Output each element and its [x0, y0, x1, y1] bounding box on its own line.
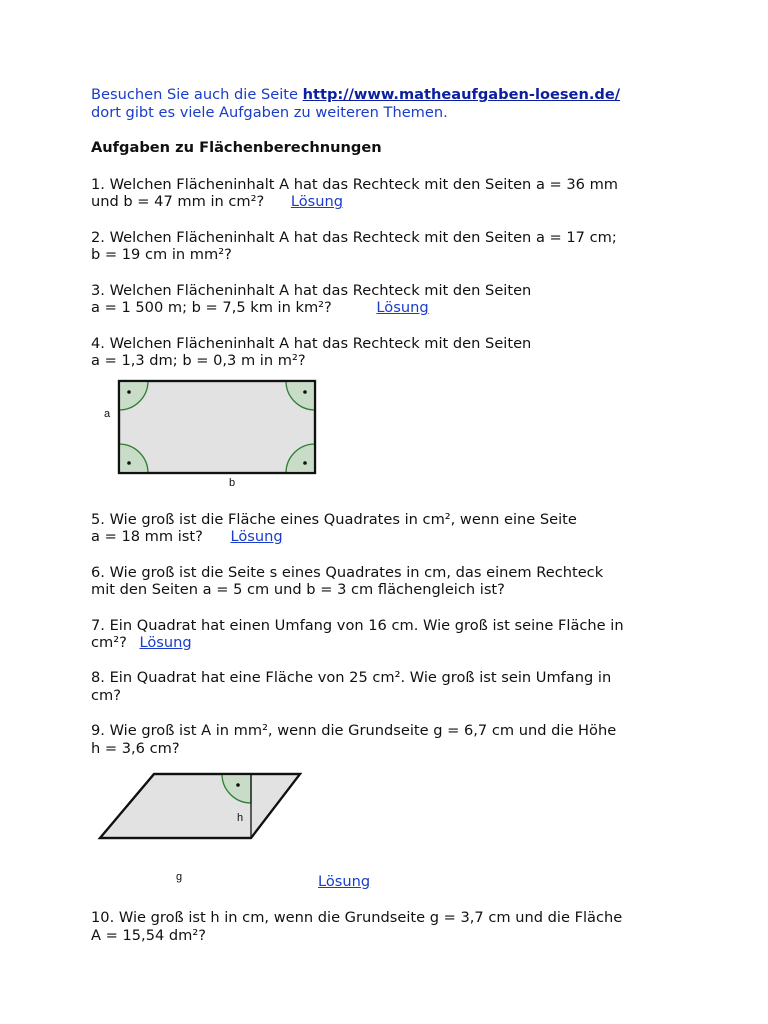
task-5-line-2: [91, 528, 283, 546]
task-2-line-2: b = 19 cm in mm²?: [91, 246, 232, 263]
task-1-line-1: 1. Welchen Flächeninhalt A hat das Rechteck mit den Seiten a = 36 mm: [91, 176, 619, 193]
rectangle-label-b: b: [229, 477, 236, 489]
website-link[interactable]: http://www.matheaufgaben-loesen.de/: [302, 86, 621, 103]
rectangle-shape: [119, 381, 315, 473]
right-angle-dot: [303, 461, 307, 465]
task-9-line-2: h = 3,6 cm?: [91, 740, 180, 757]
task-7-line-2: [91, 634, 192, 652]
task-9-line-1: 9. Wie groß ist A in mm², wenn die Grundseite g = 6,7 cm und die Höhe: [91, 722, 617, 739]
task-1-text: und b = 47 mm in cm²?: [91, 193, 265, 210]
task-10-line-1: 10. Wie groß ist h in cm, wenn die Grundseite g = 3,7 cm und die Fläche: [91, 909, 623, 926]
intro-line-1: [91, 86, 620, 104]
intro-text: Besuchen Sie auch die Seite: [91, 86, 303, 103]
task-7-line-1: 7. Ein Quadrat hat einen Umfang von 16 cm. Wie groß ist seine Fläche in: [91, 617, 624, 634]
task-8-line-2: cm?: [91, 687, 121, 704]
parallelogram-shape: [100, 774, 300, 838]
task-3-line-2: [91, 299, 429, 317]
right-angle-dot: [303, 390, 307, 394]
task-7-text: cm²?: [91, 634, 127, 651]
task-3-line-1: 3. Welchen Flächeninhalt A hat das Rechteck mit den Seiten: [91, 282, 532, 299]
task-2-line-1: 2. Welchen Flächeninhalt A hat das Rechteck mit den Seiten a = 17 cm;: [91, 229, 617, 246]
task-9-solution-link[interactable]: Lösung: [318, 873, 371, 890]
parallelogram-label-g: g: [176, 871, 183, 883]
rectangle-figure: [110, 376, 330, 481]
task-3-text: a = 1 500 m; b = 7,5 km in km²?: [91, 299, 332, 316]
task-8-line-1: 8. Ein Quadrat hat eine Fläche von 25 cm². Wie groß ist sein Umfang in: [91, 669, 612, 686]
task-7-solution-link[interactable]: Lösung: [139, 634, 192, 651]
right-angle-dot: [127, 390, 131, 394]
task-1-line-2: [91, 193, 343, 211]
task-5-text: a = 18 mm ist?: [91, 528, 203, 545]
right-angle-dot: [127, 461, 131, 465]
parallelogram-figure: [96, 770, 306, 870]
task-3-solution-link[interactable]: Lösung: [376, 299, 429, 316]
rectangle-label-a: a: [104, 408, 111, 420]
task-10-line-2: A = 15,54 dm²?: [91, 927, 206, 944]
right-angle-dot: [236, 783, 240, 787]
task-6-line-2: mit den Seiten a = 5 cm und b = 3 cm flächengleich ist?: [91, 581, 505, 598]
task-4-line-2: a = 1,3 dm; b = 0,3 m in m²?: [91, 352, 306, 369]
parallelogram-label-h: h: [237, 812, 244, 824]
task-5-line-1: 5. Wie groß ist die Fläche eines Quadrates in cm², wenn eine Seite: [91, 511, 577, 528]
task-5-solution-link[interactable]: Lösung: [230, 528, 283, 545]
task-6-line-1: 6. Wie groß ist die Seite s eines Quadrates in cm, das einem Rechteck: [91, 564, 604, 581]
page-heading: Aufgaben zu Flächenberechnungen: [91, 139, 382, 156]
task-1-solution-link[interactable]: Lösung: [290, 193, 344, 210]
task-4-line-1: 4. Welchen Flächeninhalt A hat das Rechteck mit den Seiten: [91, 335, 532, 352]
intro-line-2: dort gibt es viele Aufgaben zu weiteren Themen.: [91, 104, 448, 121]
